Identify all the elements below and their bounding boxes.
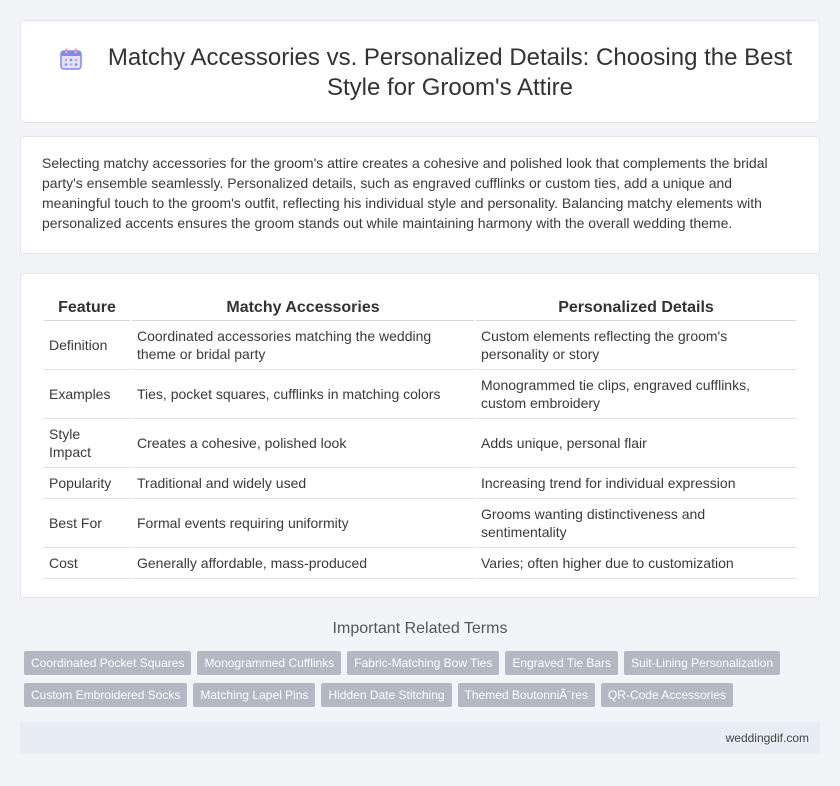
- feature-cell: Best For: [44, 499, 130, 548]
- personalized-cell: Increasing trend for individual expression: [476, 468, 796, 499]
- matchy-cell: Creates a cohesive, polished look: [132, 419, 474, 468]
- related-terms-list: [24, 651, 824, 715]
- matchy-cell: Formal events requiring uniformity: [132, 499, 474, 548]
- tag-qr-code-accessories[interactable]: QR-Code Accessories: [601, 683, 733, 707]
- header-feature: Feature: [44, 294, 130, 321]
- personalized-cell: Adds unique, personal flair: [476, 419, 796, 468]
- calendar-icon: [60, 48, 82, 70]
- matchy-cell: Traditional and widely used: [132, 468, 474, 499]
- personalized-cell: Varies; often higher due to customization: [476, 548, 796, 579]
- page-title: Matchy Accessories vs. Personalized Details: Choosing the Best Style for Groom's Attire: [107, 44, 793, 101]
- tag-hidden-date-stitching[interactable]: Hidden Date Stitching: [321, 683, 451, 707]
- personalized-cell: Monogrammed tie clips, engraved cufflinks, custom embroidery: [476, 370, 796, 419]
- table-row: [44, 499, 796, 548]
- table-header-row: [44, 294, 796, 321]
- footer-site-link[interactable]: weddingdif.com: [725, 731, 809, 745]
- matchy-cell: Ties, pocket squares, cufflinks in matching colors: [132, 370, 474, 419]
- feature-cell: Definition: [44, 321, 130, 370]
- tag-coordinated-pocket-squares[interactable]: Coordinated Pocket Squares: [24, 651, 191, 675]
- comparison-card: [20, 273, 820, 598]
- tag-suit-lining-personalization[interactable]: Suit-Lining Personalization: [624, 651, 780, 675]
- header-matchy: Matchy Accessories: [132, 294, 474, 321]
- tag-custom-embroidered-socks[interactable]: Custom Embroidered Socks: [24, 683, 187, 707]
- comparison-table: [42, 294, 798, 579]
- table-row: [44, 370, 796, 419]
- table-row: [44, 468, 796, 499]
- table-row: [44, 419, 796, 468]
- related-terms-title: Important Related Terms: [332, 620, 508, 637]
- table-row: [44, 548, 796, 579]
- feature-cell: Style Impact: [44, 419, 130, 468]
- tag-matching-lapel-pins[interactable]: Matching Lapel Pins: [193, 683, 315, 707]
- feature-cell: Cost: [44, 548, 130, 579]
- matchy-cell: Generally affordable, mass-produced: [132, 548, 474, 579]
- personalized-cell: Custom elements reflecting the groom's personality or story: [476, 321, 796, 370]
- tag-engraved-tie-bars[interactable]: Engraved Tie Bars: [505, 651, 618, 675]
- feature-cell: Popularity: [44, 468, 130, 499]
- intro-card: [20, 136, 820, 254]
- footer: [20, 722, 820, 754]
- personalized-cell: Grooms wanting distinctiveness and sentimentality: [476, 499, 796, 548]
- matchy-cell: Coordinated accessories matching the wedding theme or bridal party: [132, 321, 474, 370]
- tag-monogrammed-cufflinks[interactable]: Monogrammed Cufflinks: [197, 651, 341, 675]
- tag-row: [24, 683, 824, 707]
- intro-paragraph: Selecting matchy accessories for the groom's attire creates a cohesive and polished look that complements the bridal party's ensemble seamlessly. Personalized details, such as engraved cufflinks or custom ties, add a unique and meaningful touch to the groom's outfit, reflecting his individual style and personality. Balancing matchy elements with personalized accents ensures the groom stands out while maintaining harmony with the overall wedding theme.: [42, 155, 768, 231]
- feature-cell: Examples: [44, 370, 130, 419]
- table-row: [44, 321, 796, 370]
- title-card: [20, 20, 820, 123]
- tag-row: [24, 651, 824, 675]
- tag-themed-boutonnieres[interactable]: Themed BoutonniÃ¨res: [458, 683, 595, 707]
- tag-fabric-matching-bow-ties[interactable]: Fabric-Matching Bow Ties: [347, 651, 499, 675]
- header-personalized: Personalized Details: [476, 294, 796, 321]
